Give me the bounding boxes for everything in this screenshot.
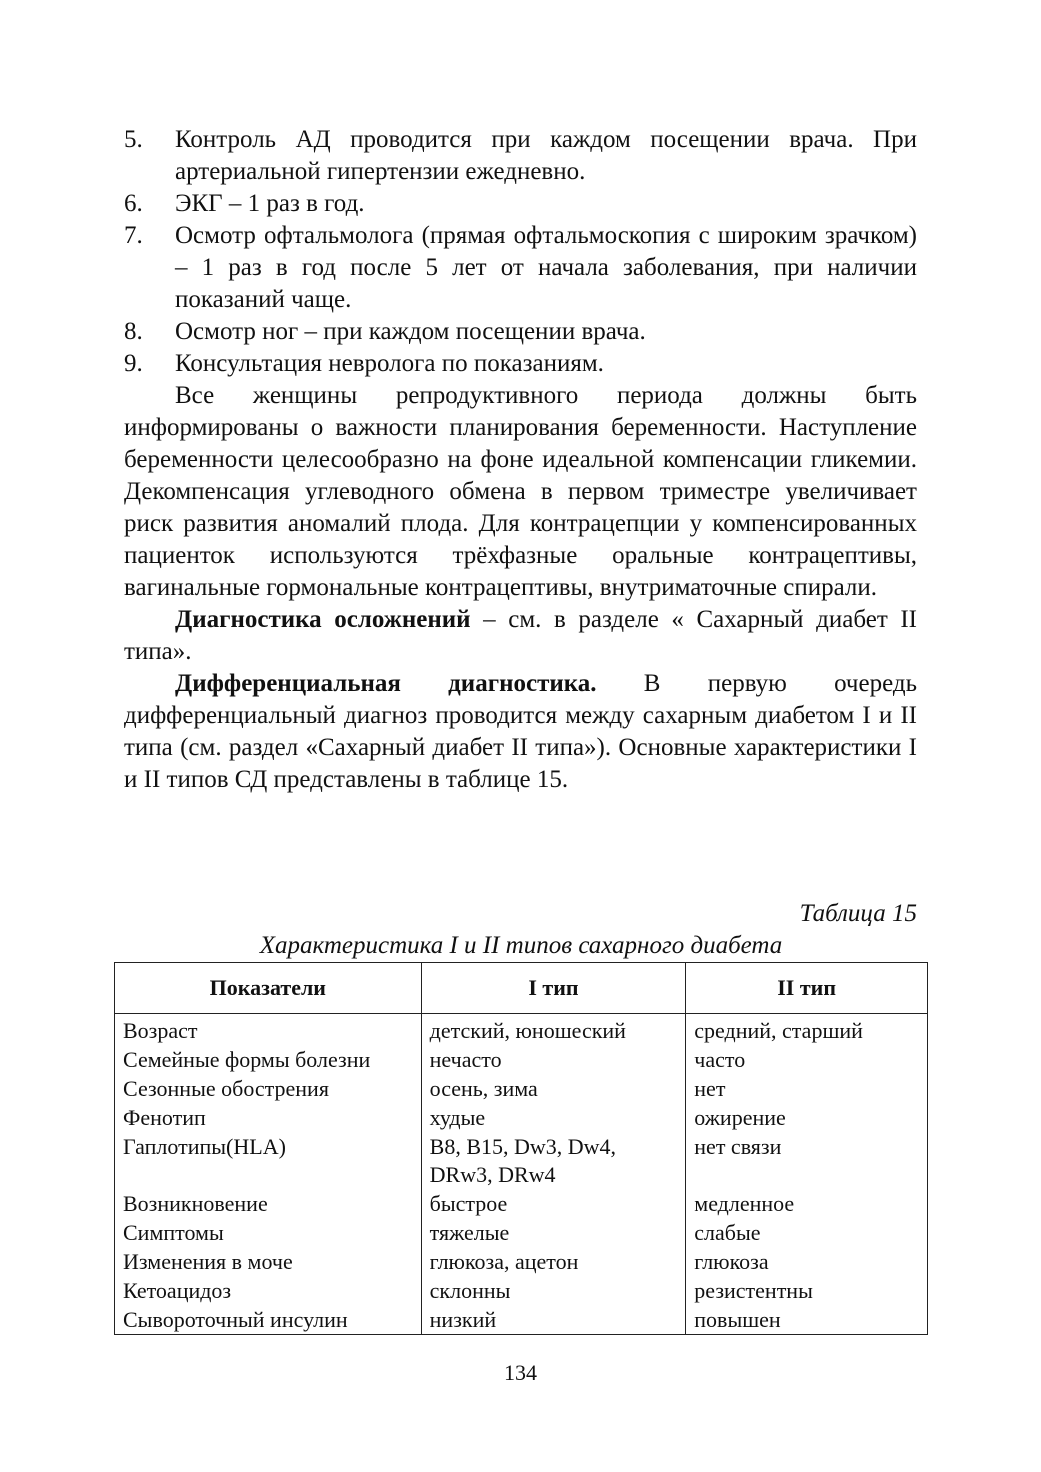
list-item-text: Осмотр офтальмолога (прямая офтальмоскопия с широким зрачком) – 1 раз в год после 5 лет от начала заболевания, при наличии показаний чаще. bbox=[175, 222, 917, 313]
list-item bbox=[124, 316, 917, 348]
differential-text: В первую очередь дифференциальный диагноз проводится между сахарным диабетом I и II типа (см. раздел «Сахарный диабет II типа»). Основные характеристики I и II типов СД представлены в таблице 15. bbox=[124, 670, 917, 793]
table-cell: низкий bbox=[421, 1305, 686, 1335]
table-cell: осень, зима bbox=[421, 1074, 686, 1103]
table-cell: Сывороточный инсулин bbox=[115, 1305, 422, 1335]
table-row bbox=[115, 1103, 928, 1132]
table-cell: нечасто bbox=[421, 1045, 686, 1074]
column-header: I тип bbox=[421, 963, 686, 1014]
list-item bbox=[124, 124, 917, 188]
table-row bbox=[115, 1247, 928, 1276]
table-cell: нет bbox=[686, 1074, 928, 1103]
table-cell: глюкоза bbox=[686, 1247, 928, 1276]
list-item-number: 7. bbox=[124, 222, 143, 249]
body-text bbox=[124, 124, 917, 796]
table-cell: часто bbox=[686, 1045, 928, 1074]
table-cell: Гаплотипы(HLA) bbox=[115, 1132, 422, 1189]
table-row bbox=[115, 1189, 928, 1218]
table-cell: Возраст bbox=[115, 1014, 422, 1046]
paragraph-complications bbox=[124, 604, 917, 668]
table-cell: слабые bbox=[686, 1218, 928, 1247]
table-header-row bbox=[115, 963, 928, 1014]
table-row bbox=[115, 1014, 928, 1046]
table-cell: тяжелые bbox=[421, 1218, 686, 1247]
list-item-text: Осмотр ног – при каждом посещении врача. bbox=[175, 318, 646, 345]
list-item-number: 5. bbox=[124, 126, 143, 153]
list-item bbox=[124, 220, 917, 316]
table-row bbox=[115, 1074, 928, 1103]
diabetes-types-table bbox=[114, 962, 928, 1335]
list-item bbox=[124, 348, 917, 380]
table-row bbox=[115, 1045, 928, 1074]
complications-text: – см. в разделе « Сахарный диабет II типа». bbox=[124, 606, 917, 665]
paragraph-differential bbox=[124, 668, 917, 796]
table-cell: Симптомы bbox=[115, 1218, 422, 1247]
table-cell: склонны bbox=[421, 1276, 686, 1305]
page-number: 134 bbox=[504, 1360, 537, 1385]
list-item-text: Консультация невролога по показаниям. bbox=[175, 350, 604, 377]
table-label: Таблица 15 bbox=[799, 900, 917, 927]
table-cell: Возникновение bbox=[115, 1189, 422, 1218]
table-row bbox=[115, 1305, 928, 1335]
list-item-number: 6. bbox=[124, 190, 143, 217]
paragraph-contraception: Все женщины репродуктивного периода должны быть информированы о важности планирования беременности. Наступление беременности целесообразно на фоне идеальной компенсации гликемии. Декомпенсация углеводного обмена в первом триместре увеличивает риск развития аномалий плода. Для контрацепции у компенсированных пациенток используются трёхфазные оральные контрацептивы, вагинальные гормональные контрацептивы, внутриматочные спирали. bbox=[124, 382, 917, 601]
table-row bbox=[115, 1218, 928, 1247]
table-cell: медленное bbox=[686, 1189, 928, 1218]
list-item-number: 9. bbox=[124, 350, 143, 377]
table-cell: глюкоза, ацетон bbox=[421, 1247, 686, 1276]
table-row bbox=[115, 1276, 928, 1305]
differential-heading: Дифференциальная диагностика. bbox=[175, 670, 597, 697]
table-row bbox=[115, 1132, 928, 1189]
monitoring-list bbox=[124, 124, 917, 380]
table-caption: Характеристика I и II типов сахарного диабета bbox=[259, 932, 783, 959]
column-header: II тип bbox=[686, 963, 928, 1014]
table-cell: B8, B15, Dw3, Dw4, DRw3, DRw4 bbox=[421, 1132, 686, 1189]
table-cell: худые bbox=[421, 1103, 686, 1132]
table-cell: повышен bbox=[686, 1305, 928, 1335]
table-cell: детский, юношеский bbox=[421, 1014, 686, 1046]
table-cell: Семейные формы болезни bbox=[115, 1045, 422, 1074]
table-cell: средний, старший bbox=[686, 1014, 928, 1046]
table-cell: нет связи bbox=[686, 1132, 928, 1189]
table-cell: быстрое bbox=[421, 1189, 686, 1218]
table-cell: Изменения в моче bbox=[115, 1247, 422, 1276]
list-item bbox=[124, 188, 917, 220]
list-item-number: 8. bbox=[124, 318, 143, 345]
table-cell: ожирение bbox=[686, 1103, 928, 1132]
column-header: Показатели bbox=[115, 963, 422, 1014]
table-cell: Фенотип bbox=[115, 1103, 422, 1132]
list-item-text: ЭКГ – 1 раз в год. bbox=[175, 190, 365, 217]
table-cell: резистентны bbox=[686, 1276, 928, 1305]
complications-heading: Диагностика осложнений bbox=[175, 606, 471, 633]
table-cell: Кетоацидоз bbox=[115, 1276, 422, 1305]
list-item-text: Контроль АД проводится при каждом посещении врача. При артериальной гипертензии ежедневно. bbox=[175, 126, 917, 185]
table-cell: Сезонные обострения bbox=[115, 1074, 422, 1103]
